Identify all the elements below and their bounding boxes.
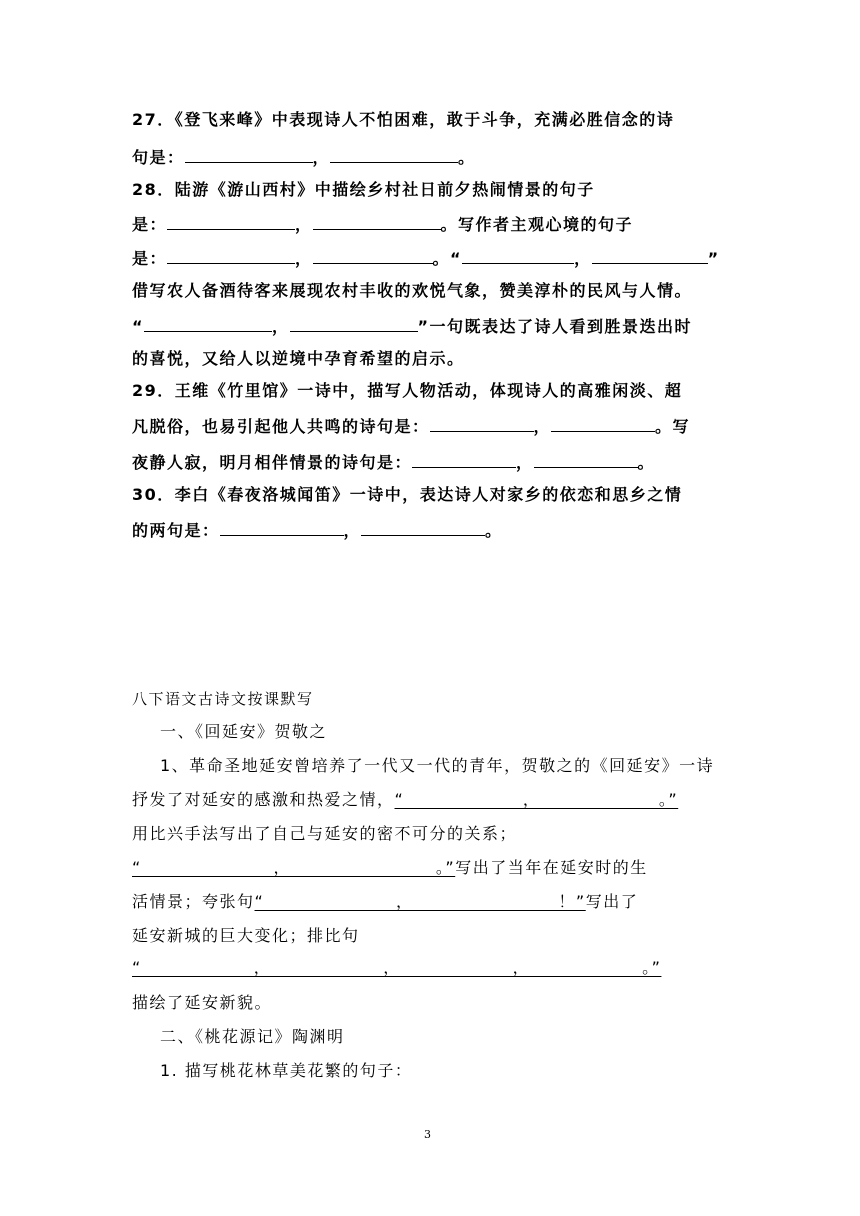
p1-line7: [132, 958, 661, 978]
q28-l2-prefix: 是：: [132, 215, 168, 234]
q28-line5: [132, 315, 692, 337]
answer-blank[interactable]: “ ， 。”: [394, 790, 679, 809]
q30-l2-prefix: 的两句是：: [132, 521, 220, 540]
p1-line3: 用比兴手法写出了自己与延安的密不可分的关系；: [132, 824, 518, 843]
page-number: 3: [424, 1128, 431, 1141]
answer-blank[interactable]: “ ， ， ， 。”: [132, 958, 662, 977]
answer-blank[interactable]: [462, 247, 574, 264]
p1-l2-prefix: 抒发了对延安的感激和热爱之情，: [132, 790, 395, 809]
p1-line1: 1、革命圣地延安曾培养了一代又一代的青年，贺敬之的《回延安》一诗: [160, 756, 715, 775]
q28-line3: [132, 247, 720, 269]
q28-line4: 借写农人备酒待客来展现农村丰收的欢悦气象，赞美淳朴的民风与人情。: [132, 281, 693, 300]
p1-l5-suffix: 写出了: [585, 892, 639, 911]
p1-line2: [132, 790, 678, 810]
p1-l5-prefix: 活情景；夸张句: [132, 892, 255, 911]
q28-l5-mid: ，: [272, 317, 290, 336]
q28-l3-mid: ，: [295, 249, 313, 268]
q29-line2: [132, 415, 690, 437]
answer-blank[interactable]: [592, 247, 708, 264]
q30-l2-suffix: 。: [485, 521, 503, 540]
answer-blank[interactable]: [290, 315, 418, 332]
answer-blank[interactable]: [551, 415, 655, 432]
p1-line6: 延安新城的巨大变化；排比句: [132, 926, 360, 945]
q28-line2: [132, 213, 633, 235]
answer-blank[interactable]: [167, 247, 295, 264]
answer-blank[interactable]: [330, 146, 458, 163]
q29-l2-prefix: 凡脱俗，也易引起他人共鸣的诗句是：: [132, 417, 430, 436]
q29-l3-prefix: 夜静人寂，明月相伴情景的诗句是：: [132, 453, 413, 472]
p1-line8: 描绘了延安新貌。: [132, 993, 273, 1012]
q30-line1: 30．李白《春夜洛城闻笛》一诗中，表达诗人对家乡的依恋和思乡之情: [132, 485, 683, 504]
answer-blank[interactable]: [534, 451, 638, 468]
q29-l3-suffix: 。: [637, 453, 656, 472]
answer-blank[interactable]: [185, 146, 313, 163]
q28-l3-mid2: ，: [574, 249, 592, 268]
answer-blank[interactable]: [361, 519, 485, 536]
q28-l2-suffix: 。写作者主观心境的句子: [440, 215, 634, 234]
q29-line1: 29．王维《竹里馆》一诗中，描写人物活动，体现诗人的高雅闲淡、超: [132, 381, 683, 400]
section-title: 八下语文古诗文按课默写: [132, 690, 314, 708]
q29-l2-mid: ，: [533, 417, 552, 436]
p1-line4: [132, 858, 648, 878]
answer-blank[interactable]: [167, 213, 295, 230]
q29-line3: [132, 451, 655, 473]
p1-line5: [132, 892, 638, 912]
answer-blank[interactable]: [430, 415, 534, 432]
q28-l3-suffix: 。“: [432, 249, 463, 268]
q28-line6: 的喜悦，又给人以逆境中孕育希望的启示。: [132, 349, 465, 368]
p1-l4-suffix: 写出了当年在延安时的生: [455, 858, 648, 877]
q27-line2: [132, 146, 476, 168]
q28-l2-mid: ，: [295, 215, 313, 234]
q28-l3-end: ”: [707, 249, 720, 268]
q28-l5-prefix: “: [132, 317, 145, 336]
answer-blank[interactable]: [144, 315, 272, 332]
answer-blank[interactable]: “ ， 。”: [132, 858, 456, 877]
q27-end: 。: [458, 148, 476, 167]
q29-l3-mid: ，: [516, 453, 534, 472]
answer-blank[interactable]: [313, 213, 441, 230]
section-heading-2: 二、《桃花源记》陶渊明: [160, 1027, 345, 1046]
answer-blank[interactable]: “ ， ！”: [254, 892, 586, 911]
p2-line1: 1. 描写桃花林草美花繁的句子：: [160, 1061, 413, 1080]
q30-line2: [132, 519, 503, 541]
q27-prefix: 句是：: [132, 148, 185, 167]
answer-blank[interactable]: [313, 247, 433, 264]
q27-line1: 27．《登飞来峰》中表现诗人不怕困难，敢于斗争，充满必胜信念的诗: [132, 110, 675, 129]
q30-l2-mid: ，: [343, 521, 362, 540]
answer-blank[interactable]: [412, 451, 516, 468]
q28-line1: 28．陆游《游山西村》中描绘乡村社日前夕热闹情景的句子: [132, 180, 595, 199]
section-heading-1: 一、《回延安》贺敬之: [160, 722, 328, 741]
q28-l5-suffix: ”一句既表达了诗人看到胜景迭出时: [417, 317, 693, 336]
q27-sep: ，: [312, 148, 331, 167]
q28-l3-prefix: 是：: [132, 249, 168, 268]
q29-l2-suffix: 。写: [655, 417, 691, 436]
answer-blank[interactable]: [220, 519, 344, 536]
